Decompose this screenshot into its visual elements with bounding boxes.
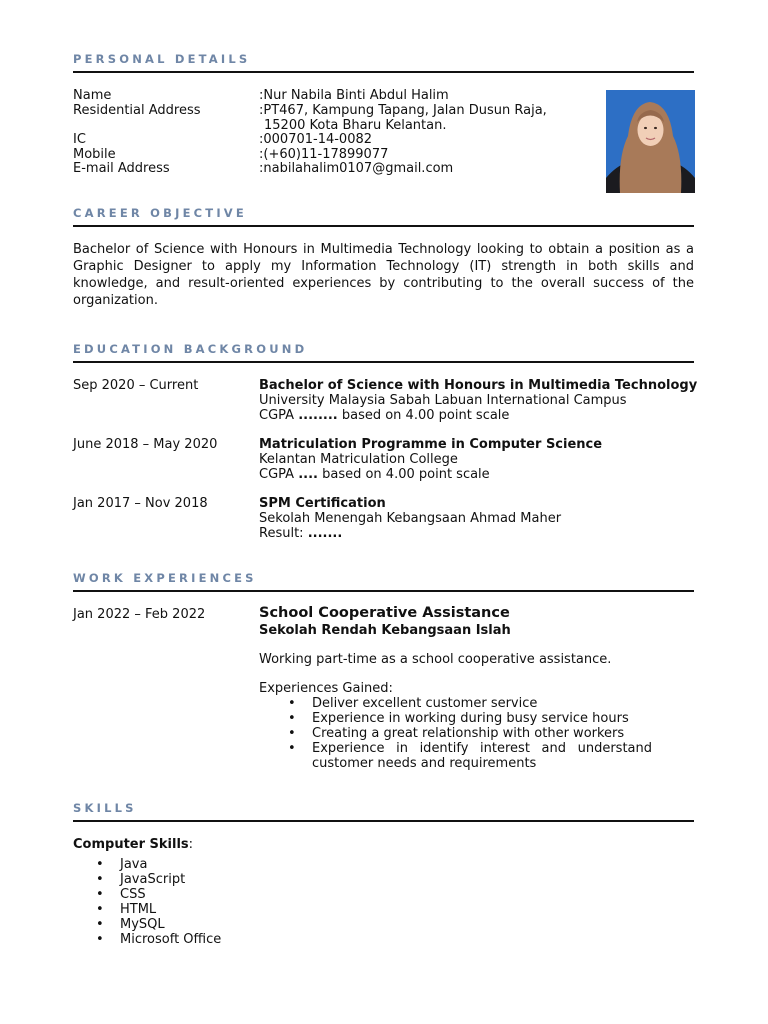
section-divider [73,590,694,592]
profile-photo [606,90,695,193]
ic-label: IC [73,132,86,147]
skills-heading: SKILLS [73,801,137,815]
result-label: Result: [259,526,304,541]
computer-skills-label [73,837,193,852]
list-item: • Creating a great relationship with other workers [312,726,652,741]
work-role: School Cooperative Assistance [259,605,510,621]
email-value[interactable]: :nabilahalim0107@gmail.com [259,161,454,176]
education-date: June 2018 – May 2020 [73,437,218,452]
work-date: Jan 2022 – Feb 2022 [73,607,206,622]
list-item: • JavaScript [120,872,221,887]
profile-photo-illustration [606,90,695,193]
experiences-list [312,696,652,771]
list-item: • MySQL [120,917,221,932]
education-result [259,526,342,541]
result-suffix: based on 4.00 point scale [322,467,490,482]
education-date: Sep 2020 – Current [73,378,199,393]
section-divider [73,820,694,822]
address-label: Residential Address [73,103,201,118]
list-item-continued: customer needs and requirements [312,756,537,771]
address-line-1: :PT467, Kampung Tapang, Jalan Dusun Raja, [259,103,547,118]
section-divider [73,225,694,227]
education-heading: EDUCATION BACKGROUND [73,342,308,356]
computer-skills-title: Computer Skills [73,837,189,852]
list-item: • CSS [120,887,221,902]
work-description: Working part-time as a school cooperative assistance. [259,652,612,667]
section-divider [73,71,694,73]
result-value: ........ [298,408,338,423]
name-value: :Nur Nabila Binti Abdul Halim [259,88,449,103]
education-degree: SPM Certification [259,496,386,511]
career-objective-heading: CAREER OBJECTIVE [73,206,247,220]
name-label: Name [73,88,112,103]
list-item: • Microsoft Office [120,932,221,947]
experiences-gained-label: Experiences Gained: [259,681,393,696]
computer-skills-list [120,857,221,947]
list-item: • Java [120,857,221,872]
result-suffix: based on 4.00 point scale [341,408,510,423]
mobile-label: Mobile [73,147,116,162]
education-result [259,467,490,482]
list-item: • Deliver excellent customer service [312,696,652,711]
ic-value: :000701-14-0082 [259,132,373,147]
list-item: • HTML [120,902,221,917]
result-label: CGPA [259,408,295,423]
result-label: CGPA [259,467,295,482]
work-organization: Sekolah Rendah Kebangsaan Islah [259,623,511,638]
education-date: Jan 2017 – Nov 2018 [73,496,208,511]
mobile-value: :(+60)11-17899077 [259,147,389,162]
list-item: • Experience in identify interest and understand [312,741,652,756]
work-experiences-heading: WORK EXPERIENCES [73,571,257,585]
education-school: Sekolah Menengah Kebangsaan Ahmad Maher [259,511,562,526]
education-school: University Malaysia Sabah Labuan International Campus [259,393,627,408]
address-line-2: 15200 Kota Bharu Kelantan. [264,118,447,133]
computer-skills-colon: : [188,837,194,852]
personal-details-heading: PERSONAL DETAILS [73,52,251,66]
education-degree: Matriculation Programme in Computer Science [259,437,603,452]
career-objective-text: Bachelor of Science with Honours in Multimedia Technology looking to obtain a position as a Graphic Designer to apply my Information Technology (IT) strength in both skills and knowledge, and result-oriented experiences by contributing to the overall success of the organization. [73,242,694,308]
education-result [259,408,509,423]
result-value: ....... [307,526,343,541]
list-item: • Experience in working during busy service hours [312,711,652,726]
email-label: E-mail Address [73,161,170,176]
section-divider [73,361,694,363]
education-degree: Bachelor of Science with Honours in Multimedia Technology [259,378,698,393]
education-school: Kelantan Matriculation College [259,452,458,467]
result-value: .... [298,467,318,482]
